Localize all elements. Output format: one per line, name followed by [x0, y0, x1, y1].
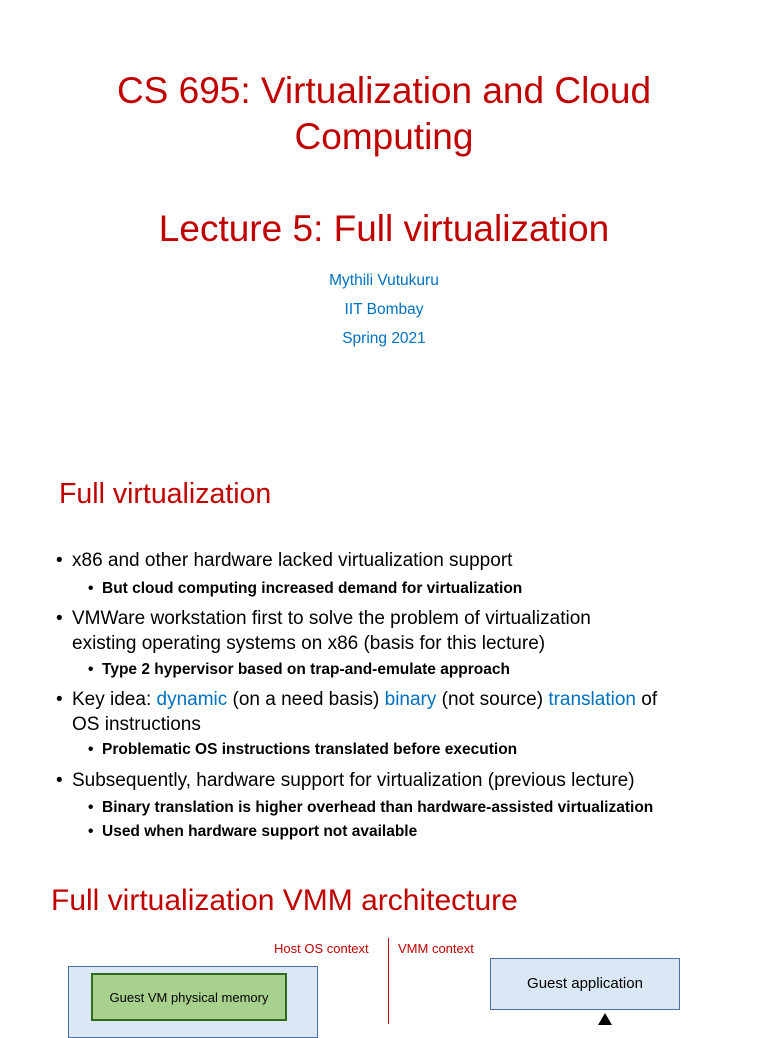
bullet-dot: • [88, 823, 94, 840]
bullet-item [56, 687, 657, 737]
bullet-text-continued: existing operating systems on x86 (basis for this lecture) [72, 633, 546, 654]
sub-bullet-item [88, 579, 522, 599]
course-title-line2: Computing [294, 116, 474, 157]
guest-vm-physical-memory-box: Guest VM physical memory [91, 973, 287, 1021]
term-translation: translation [548, 689, 636, 710]
sub-bullet-item [88, 740, 517, 760]
context-divider-line [388, 938, 389, 1024]
bullet-text: x86 and other hardware lacked virtualization support [72, 550, 513, 571]
title-slide [0, 0, 768, 444]
sub-bullet-item [88, 660, 510, 680]
bullet-dot: • [88, 741, 94, 758]
bullet-text [72, 687, 657, 712]
course-title-line1: CS 695: Virtualization and Cloud [116, 70, 652, 111]
sub-bullet-item [88, 798, 653, 818]
bullet-dot: • [56, 689, 63, 710]
bullet-item [56, 768, 635, 793]
course-term: Spring 2021 [342, 330, 426, 347]
author-institution: IIT Bombay [344, 301, 424, 318]
sub-bullet-text: Used when hardware support not available [102, 823, 418, 840]
bullet-text-continued: OS instructions [72, 714, 201, 735]
bullet-text: Subsequently, hardware support for virtualization (previous lecture) [72, 770, 635, 791]
bullet-text-part: of [635, 689, 658, 710]
bullet-dot: • [56, 770, 63, 791]
author-name: Mythili Vutukuru [329, 272, 439, 289]
term-dynamic: dynamic [156, 689, 228, 710]
bullet-dot: • [56, 550, 63, 571]
bullet-dot: • [88, 661, 94, 678]
bullet-text-part: (on a need basis) [227, 689, 385, 710]
slide-heading-full-virtualization: Full virtualization [59, 478, 272, 510]
sub-bullet-text: Type 2 hypervisor based on trap-and-emulate approach [102, 661, 510, 678]
bullet-text-part: (not source) [436, 689, 549, 710]
key-idea-label: Key idea: [72, 689, 157, 710]
arrow-up-icon [598, 1013, 612, 1025]
bullet-item [56, 606, 591, 656]
sub-bullet-text: But cloud computing increased demand for virtualization [102, 580, 523, 597]
sub-bullet-item [88, 822, 417, 842]
slide-heading-vmm-architecture: Full virtualization VMM architecture [51, 884, 518, 917]
term-binary: binary [384, 689, 437, 710]
vmm-context-label: VMM context [398, 941, 474, 956]
bullet-text: VMWare workstation first to solve the problem of virtualization [72, 608, 591, 629]
lecture-title: Lecture 5: Full virtualization [158, 208, 610, 249]
bullet-dot: • [56, 608, 63, 629]
host-os-context-label: Host OS context [274, 941, 369, 956]
guest-application-box: Guest application [490, 958, 680, 1010]
bullet-dot: • [88, 580, 94, 597]
bullet-item [56, 548, 512, 573]
bullet-dot: • [88, 799, 94, 816]
sub-bullet-text: Binary translation is higher overhead than hardware-assisted virtualization [102, 799, 654, 816]
sub-bullet-text: Problematic OS instructions translated before execution [102, 741, 518, 758]
